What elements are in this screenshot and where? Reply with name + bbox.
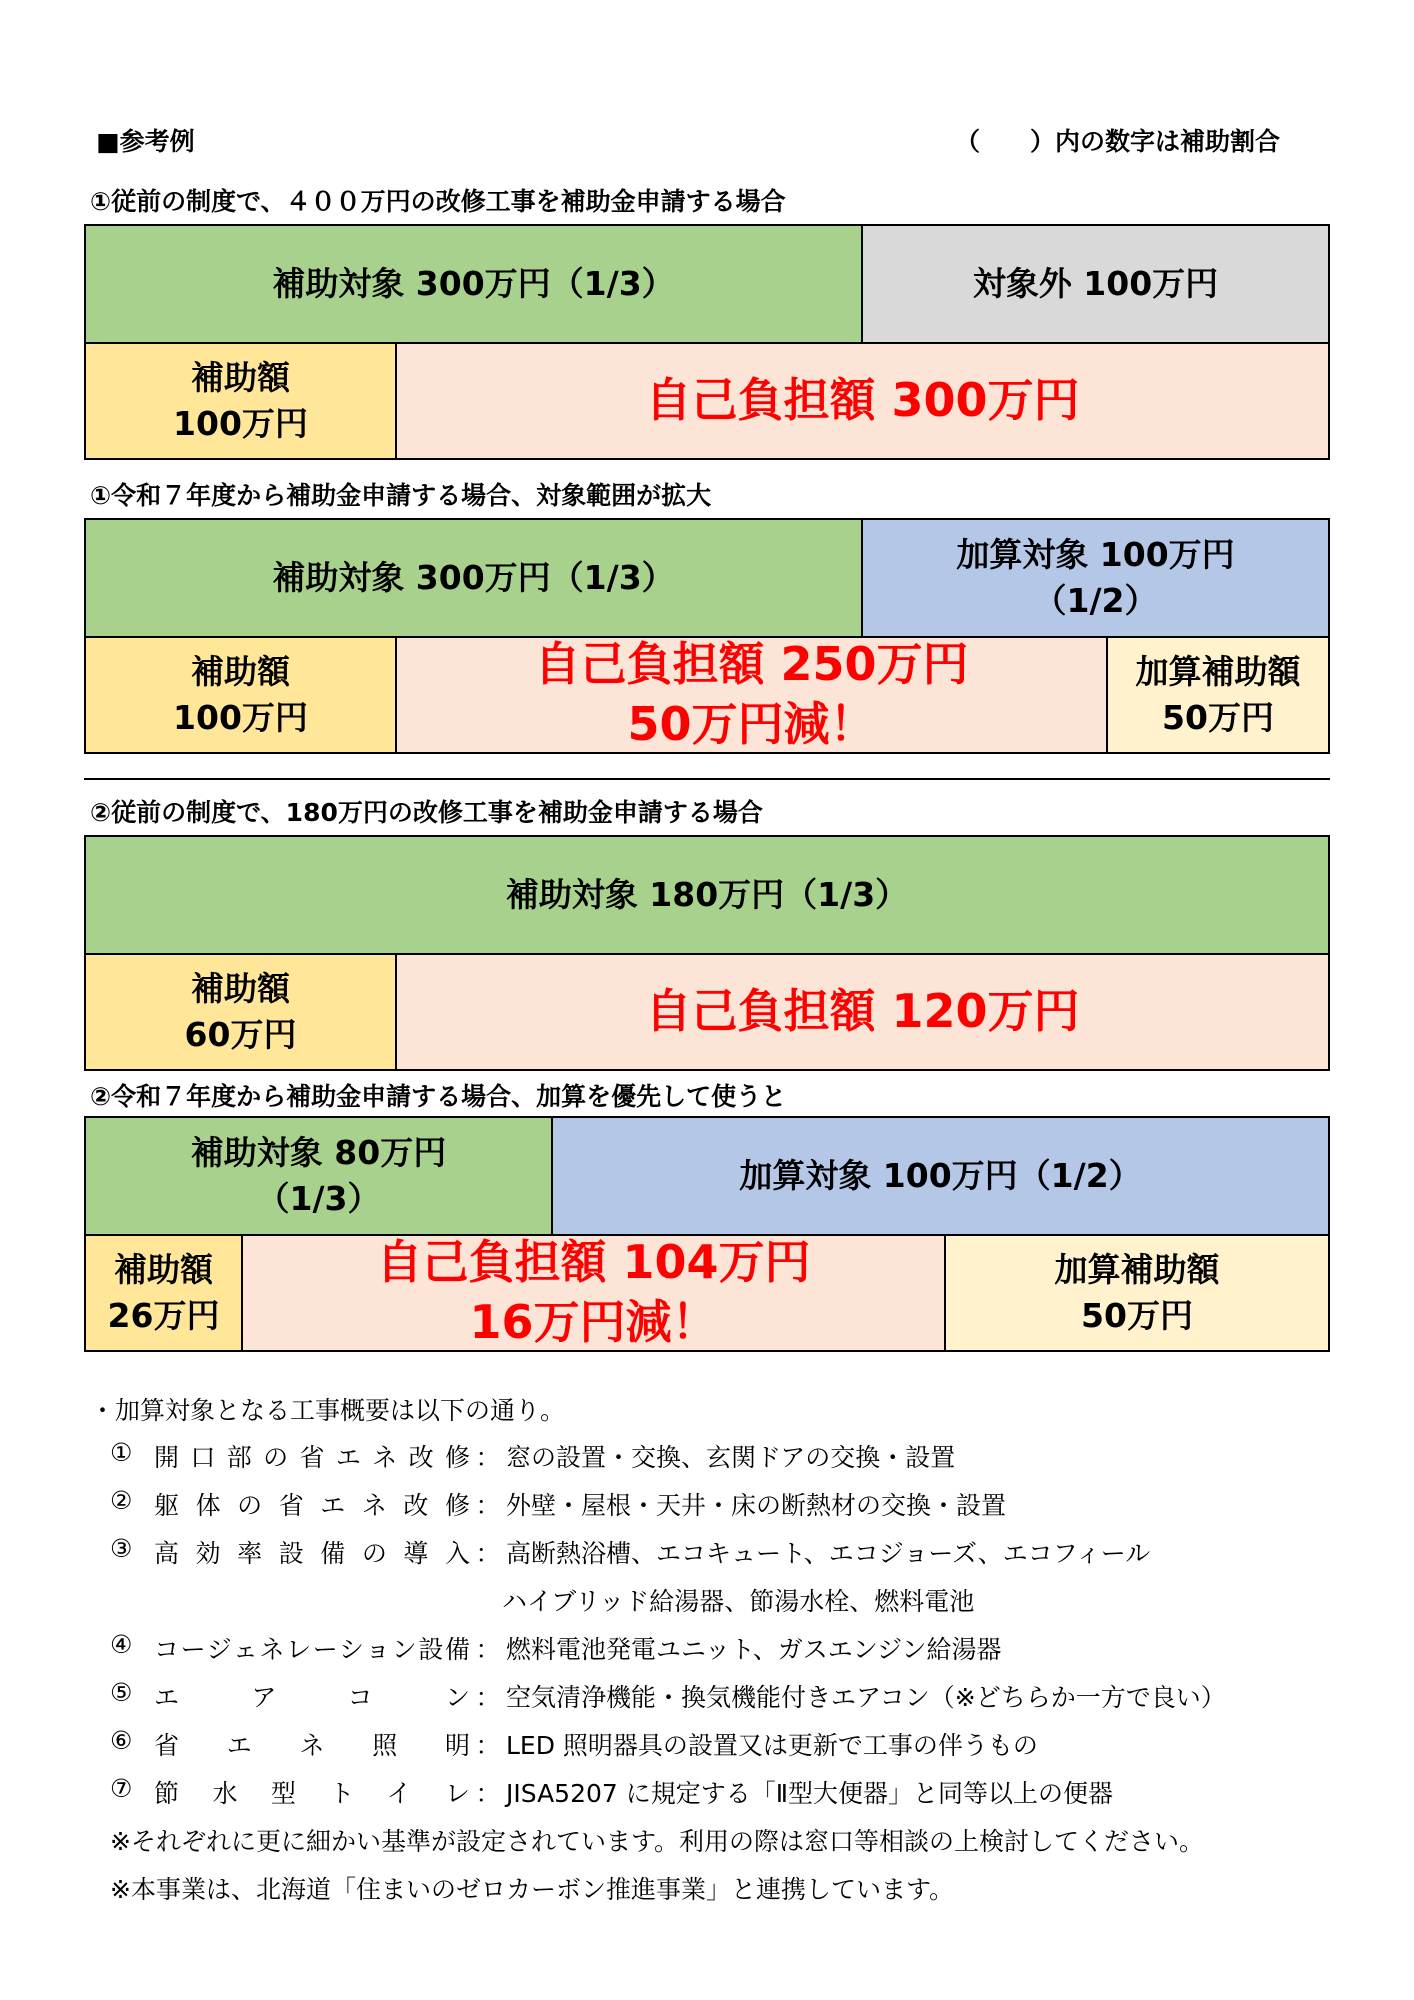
self-pay-cell	[395, 344, 1328, 458]
additional-target-cell: 加算対象 100万円（1/2）	[551, 1118, 1328, 1234]
subsidy-amount-cell	[86, 955, 395, 1069]
example-1a-table	[84, 224, 1330, 460]
additional-target-amount: 加算対象 100万円	[956, 535, 1235, 575]
item-number: ④	[110, 1630, 133, 1659]
item-number: ③	[110, 1534, 133, 1563]
ratio-note: （ ）内の数字は補助割合	[955, 127, 1281, 156]
item-label: 高効率設備の導入	[154, 1539, 470, 1568]
subsidy-target-amount: 補助対象 80万円	[190, 1133, 447, 1173]
item-colon: ：	[475, 1731, 501, 1760]
item-description: LED 照明器具の設置又は更新で工事の伴うもの	[506, 1731, 1038, 1760]
subsidy-amount-label: 補助額	[191, 969, 290, 1009]
example-2a-title: ②従前の制度で、180万円の改修工事を補助金申請する場合	[90, 798, 763, 827]
self-pay-reduction: 50万円減！	[627, 697, 876, 751]
example-1a-title: ①従前の制度で、４００万円の改修工事を補助金申請する場合	[90, 187, 786, 216]
criteria-note: ※それぞれに更に細かい基準が設定されています。利用の際は窓口等相談の上検討してください。	[110, 1827, 1204, 1856]
item-description: 外壁・屋根・天井・床の断熱材の交換・設置	[506, 1491, 1007, 1520]
item-description-continued: ハイブリッド給湯器、節湯水栓、燃料電池	[502, 1587, 975, 1616]
additional-target-cell	[861, 520, 1328, 636]
work-item	[110, 1678, 1226, 1714]
item-label: コージェネレーション設備	[154, 1635, 470, 1664]
item-description: 高断熱浴槽、エコキュート、エコジョーズ、エコフィール	[506, 1539, 1151, 1568]
item-label: 躯体の省エネ改修	[154, 1491, 470, 1520]
additional-target-ratio: （1/2）	[1033, 581, 1158, 620]
item-label: 開口部の省エネ改修	[154, 1443, 470, 1472]
item-colon: ：	[475, 1443, 501, 1472]
item-label: エアコン	[154, 1683, 470, 1712]
work-item	[110, 1630, 1002, 1666]
item-colon: ：	[475, 1683, 501, 1712]
additional-subsidy-label: 加算補助額	[1054, 1250, 1220, 1290]
additional-subsidy-cell	[1106, 638, 1328, 752]
example-2b-title: ②令和７年度から補助金申請する場合、加算を優先して使うと	[90, 1082, 787, 1111]
self-pay-cell	[395, 638, 1106, 752]
subsidy-target-cell: 補助対象 300万円（1/3）	[86, 226, 861, 342]
self-pay-amount: 自己負担額 104万円	[376, 1235, 811, 1290]
subsidy-amount-value: 100万円	[173, 698, 308, 737]
work-item	[110, 1486, 1006, 1522]
additional-subsidy-value: 50万円	[1162, 698, 1274, 737]
item-number: ⑦	[110, 1774, 133, 1803]
additional-subsidy-label: 加算補助額	[1135, 652, 1301, 692]
partnership-note: ※本事業は、北海道「住まいのゼロカーボン推進事業」と連携しています。	[110, 1875, 954, 1904]
non-target-cell: 対象外 100万円	[861, 226, 1328, 342]
additional-subsidy-cell	[944, 1236, 1328, 1350]
additional-subsidy-value: 50万円	[1081, 1296, 1193, 1335]
example-2a-table	[84, 835, 1330, 1071]
item-description: JISA5207 に規定する「Ⅱ型大便器」と同等以上の便器	[506, 1779, 1114, 1808]
item-number: ②	[110, 1486, 133, 1515]
item-description: 窓の設置・交換、玄関ドアの交換・設置	[506, 1443, 956, 1472]
item-number: ⑥	[110, 1726, 133, 1755]
item-description: 燃料電池発電ユニット、ガスエンジン給湯器	[506, 1635, 1002, 1664]
example-1b-title: ①令和７年度から補助金申請する場合、対象範囲が拡大	[90, 481, 712, 510]
item-label: 節水型トイレ	[154, 1779, 470, 1808]
self-pay-cell	[241, 1236, 944, 1350]
subsidy-amount-value: 26万円	[107, 1296, 220, 1335]
work-item	[110, 1774, 1113, 1810]
subsidy-amount-cell	[86, 344, 395, 458]
section-divider	[84, 778, 1330, 780]
subsidy-target-cell	[86, 1118, 551, 1234]
subsidy-target-cell: 補助対象 300万円（1/3）	[86, 520, 861, 636]
subsidy-amount-label: 補助額	[191, 652, 290, 692]
item-label: 省エネ照明	[154, 1731, 470, 1760]
subsidy-amount-cell	[86, 638, 395, 752]
subsidy-target-ratio: （1/3）	[256, 1179, 381, 1218]
notes-intro: ・加算対象となる工事概要は以下の通り。	[90, 1396, 566, 1425]
item-description: 空気清浄機能・換気機能付きエアコン（※どちらか一方で良い）	[506, 1683, 1226, 1712]
item-colon: ：	[475, 1635, 501, 1664]
item-number: ①	[110, 1438, 133, 1467]
subsidy-amount-value: 60万円	[184, 1015, 297, 1054]
item-number: ⑤	[110, 1678, 133, 1707]
example-1b-table	[84, 518, 1330, 754]
subsidy-amount-cell	[86, 1236, 241, 1350]
subsidy-amount-label: 補助額	[191, 358, 290, 398]
work-item	[110, 1534, 1150, 1570]
self-pay-amount: 自己負担額 120万円	[645, 984, 1080, 1039]
item-colon: ：	[475, 1539, 501, 1568]
self-pay-amount: 自己負担額 300万円	[645, 373, 1080, 428]
item-colon: ：	[475, 1491, 501, 1520]
example-2b-table	[84, 1116, 1330, 1352]
subsidy-target-cell: 補助対象 180万円（1/3）	[86, 837, 1328, 953]
work-item	[110, 1438, 955, 1474]
item-colon: ：	[475, 1779, 501, 1808]
self-pay-reduction: 16万円減！	[469, 1295, 718, 1349]
subsidy-amount-value: 100万円	[173, 404, 308, 443]
self-pay-amount: 自己負担額 250万円	[534, 637, 969, 692]
self-pay-cell	[395, 955, 1328, 1069]
subsidy-amount-label: 補助額	[114, 1250, 213, 1290]
reference-heading: ■参考例	[96, 127, 195, 156]
work-item	[110, 1726, 1038, 1762]
